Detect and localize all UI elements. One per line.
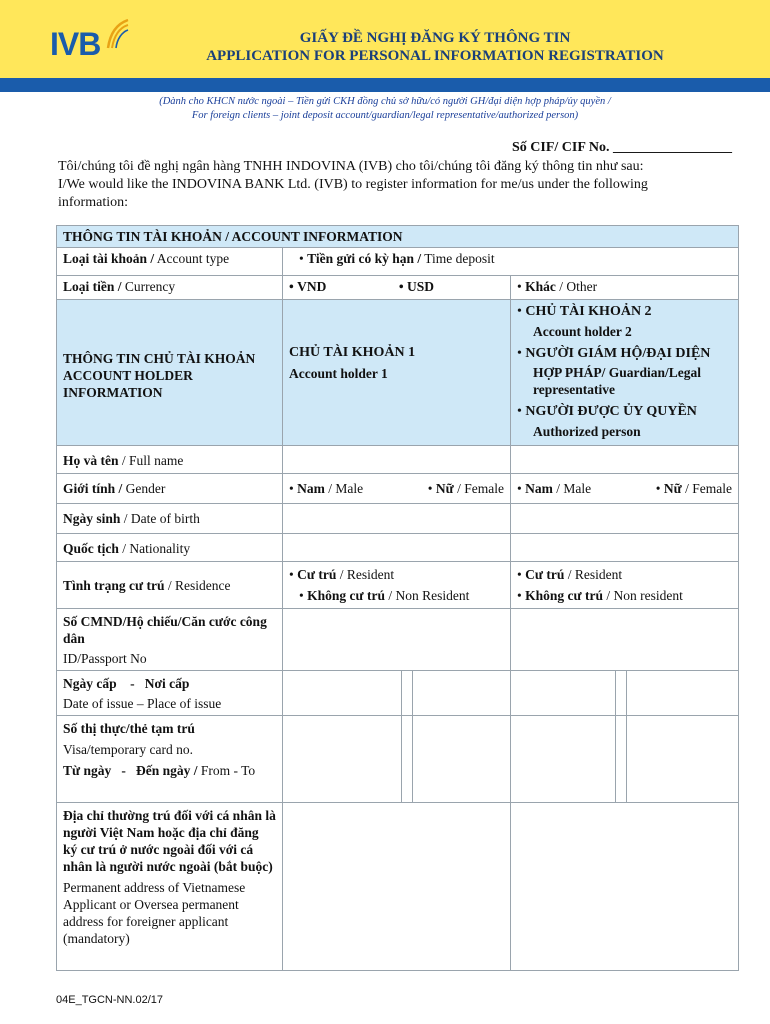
holder2-heading-en: Account holder 2 <box>533 324 632 339</box>
nationality-label-en: / Nationality <box>118 541 191 556</box>
holder2-issue-date-field[interactable] <box>511 671 616 715</box>
currency-vnd-option[interactable]: • VND <box>289 278 326 295</box>
holder1-issue-date-field[interactable] <box>283 671 402 715</box>
holder1-male-vi: Nam <box>297 481 325 496</box>
residence-label: Tình trạng cư trú <box>63 577 165 593</box>
holder2-male-vi: Nam <box>525 481 553 496</box>
holder1-heading-en: Account holder 1 <box>289 366 388 381</box>
issue-label-en: Date of issue – Place of issue <box>63 696 222 711</box>
holder1-visa-to-field[interactable] <box>413 716 510 802</box>
visa-divider <box>616 716 627 802</box>
holder2-female-en: / Female <box>681 481 732 496</box>
holder1-visa-from-field[interactable] <box>283 716 402 802</box>
holder1-female-option[interactable] <box>428 480 504 497</box>
holder2-resident-option[interactable] <box>517 564 732 585</box>
authorized-heading-vi: NGƯỜI ĐƯỢC ỦY QUYỀN <box>525 404 697 419</box>
id-label: Số CMND/Hộ chiếu/Căn cước công dân <box>63 614 267 646</box>
currency-label: Loại tiền / <box>63 279 122 294</box>
holder2-fullname-field[interactable] <box>511 446 739 474</box>
currency-other-en: / Other <box>555 279 598 294</box>
holder2-id-field[interactable] <box>511 609 739 671</box>
holder-info-heading-vi: THÔNG TIN CHỦ TÀI KHOẢN <box>63 351 256 366</box>
holder1-resident-en: / Resident <box>336 567 395 582</box>
issue-divider <box>616 671 627 715</box>
logo-swoosh-icon <box>104 18 130 50</box>
holder2-heading-vi: CHỦ TÀI KHOẢN 2 <box>525 304 652 319</box>
guardian-heading-vi-2: HỢP PHÁP/ Guardian/Legal <box>533 365 702 380</box>
holder-info-heading-en-1: ACCOUNT HOLDER <box>63 368 193 383</box>
holder1-issue-place-field[interactable] <box>413 671 510 715</box>
holder2-resident-en: / Resident <box>564 567 623 582</box>
title-en: APPLICATION FOR PERSONAL INFORMATION REGISTRATION <box>206 48 664 64</box>
issue-divider <box>402 671 413 715</box>
holder1-resident-option[interactable] <box>289 564 504 585</box>
currency-usd-option[interactable]: • USD <box>399 278 434 295</box>
residence-label-en: / Residence <box>164 577 231 593</box>
from-to-label-en: From - To <box>197 763 256 778</box>
gender-label: Giới tính / <box>63 481 123 496</box>
holder2-resident-vi: Cư trú <box>525 567 565 582</box>
form-code: 04E_TGCN-NN.02/17 <box>56 994 163 1006</box>
dob-label-en: / Date of birth <box>120 511 200 526</box>
holder2-issue-place-field[interactable] <box>627 671 738 715</box>
holder2-dob-field[interactable] <box>511 504 739 534</box>
address-label: Địa chỉ thường trú đối với cá nhân là người Việt Nam hoặc địa chỉ đăng ký cư trú ở nước ngoài đối với cá nhân là người nước ngoài (bắt buộc) <box>63 808 276 874</box>
visa-label-en: Visa/temporary card no. <box>63 742 194 757</box>
holder2-visa-from-field[interactable] <box>511 716 616 802</box>
intro-line-1: Tôi/chúng tôi đề nghị ngân hàng TNHH INDOVINA (IVB) cho tôi/chúng tôi đăng ký thông tin như sau: <box>58 159 644 174</box>
issue-label: Ngày cấp - Nơi cấp <box>63 676 190 691</box>
holder2-female-option[interactable] <box>656 480 732 497</box>
account-information-table <box>56 225 739 971</box>
holder1-female-en: / Female <box>453 481 504 496</box>
subtitle-en: For foreign clients – joint deposit account/guardian/legal representative/authorized person) <box>191 110 579 121</box>
visa-divider <box>402 716 413 802</box>
holder-info-heading-en-2: INFORMATION <box>63 385 163 400</box>
holder1-nonresident-vi: Không cư trú <box>307 588 385 603</box>
intro-line-2: I/We would like the INDOVINA BANK Ltd. (IVB) to register information for me/us under the following <box>58 177 648 192</box>
gender-label-en: Gender <box>122 481 166 496</box>
from-to-label: Từ ngày - Đến ngày / <box>63 763 198 778</box>
cif-number-field[interactable]: Số CIF/ CIF No. _________________ <box>512 140 732 155</box>
holder2-option[interactable] <box>517 302 732 322</box>
holder1-female-vi: Nữ <box>435 481 454 496</box>
currency-label-en: Currency <box>121 279 176 294</box>
account-type-label-en: Account type <box>154 251 230 266</box>
holder1-nonresident-en: / Non Resident <box>384 588 470 603</box>
header-strip <box>0 78 770 92</box>
holder1-male-en: / Male <box>324 481 364 496</box>
holder1-id-field[interactable] <box>283 609 511 671</box>
holder1-nationality-field[interactable] <box>283 534 511 562</box>
title-vi: GIẤY ĐỀ NGHỊ ĐĂNG KÝ THÔNG TIN <box>299 30 571 46</box>
holder1-heading-vi: CHỦ TÀI KHOẢN 1 <box>289 345 416 360</box>
guardian-heading-en: representative <box>533 382 615 397</box>
holder1-dob-field[interactable] <box>283 504 511 534</box>
currency-other-vi: Khác <box>525 279 556 294</box>
nationality-label: Quốc tịch <box>63 541 119 556</box>
time-deposit-en: Time deposit <box>421 251 495 266</box>
time-deposit-vi: Tiền gửi có kỳ hạn / <box>307 251 422 266</box>
authorized-heading-en: Authorized person <box>533 424 641 439</box>
holder2-male-option[interactable] <box>517 480 591 497</box>
holder1-resident-vi: Cư trú <box>297 567 337 582</box>
currency-other-option[interactable] <box>517 279 597 294</box>
id-label-en: ID/Passport No <box>63 651 147 666</box>
address-label-en: Permanent address of Vietnamese Applicant or Oversea permanent address for foreigner applicant (mandatory) <box>63 880 246 946</box>
visa-label: Số thị thực/thẻ tạm trú <box>63 721 195 736</box>
holder2-address-field[interactable] <box>511 803 739 971</box>
guardian-option[interactable] <box>517 344 732 364</box>
intro-line-3: information: <box>58 195 128 210</box>
holder1-male-option[interactable] <box>289 480 363 497</box>
fullname-label-en: / Full name <box>118 453 184 468</box>
fullname-label: Họ và tên <box>63 453 119 468</box>
holder1-fullname-field[interactable] <box>283 446 511 474</box>
holder2-female-vi: Nữ <box>663 481 682 496</box>
holder1-nonresident-option[interactable] <box>289 585 504 606</box>
holder2-nonresident-en: / Non resident <box>602 588 683 603</box>
holder2-visa-to-field[interactable] <box>627 716 738 802</box>
account-type-label: Loại tài khoản / <box>63 251 155 266</box>
holder1-address-field[interactable] <box>283 803 511 971</box>
holder2-nonresident-vi: Không cư trú <box>525 588 603 603</box>
ivb-logo: IVB <box>50 26 101 62</box>
authorized-option[interactable] <box>517 402 732 422</box>
holder2-male-en: / Male <box>552 481 592 496</box>
guardian-heading-vi: NGƯỜI GIÁM HỘ/ĐẠI DIỆN <box>525 346 711 361</box>
section-title: THÔNG TIN TÀI KHOẢN / ACCOUNT INFORMATION <box>63 229 403 244</box>
time-deposit-option[interactable] <box>299 251 495 266</box>
subtitle-vi: (Dành cho KHCN nước ngoài – Tiền gửi CKH đồng chủ sở hữu/có người GH/đại diện hợp pháp/ủy quyền / <box>159 96 611 107</box>
holder2-nonresident-option[interactable] <box>517 585 732 606</box>
dob-label: Ngày sinh <box>63 511 121 526</box>
holder2-nationality-field[interactable] <box>511 534 739 562</box>
